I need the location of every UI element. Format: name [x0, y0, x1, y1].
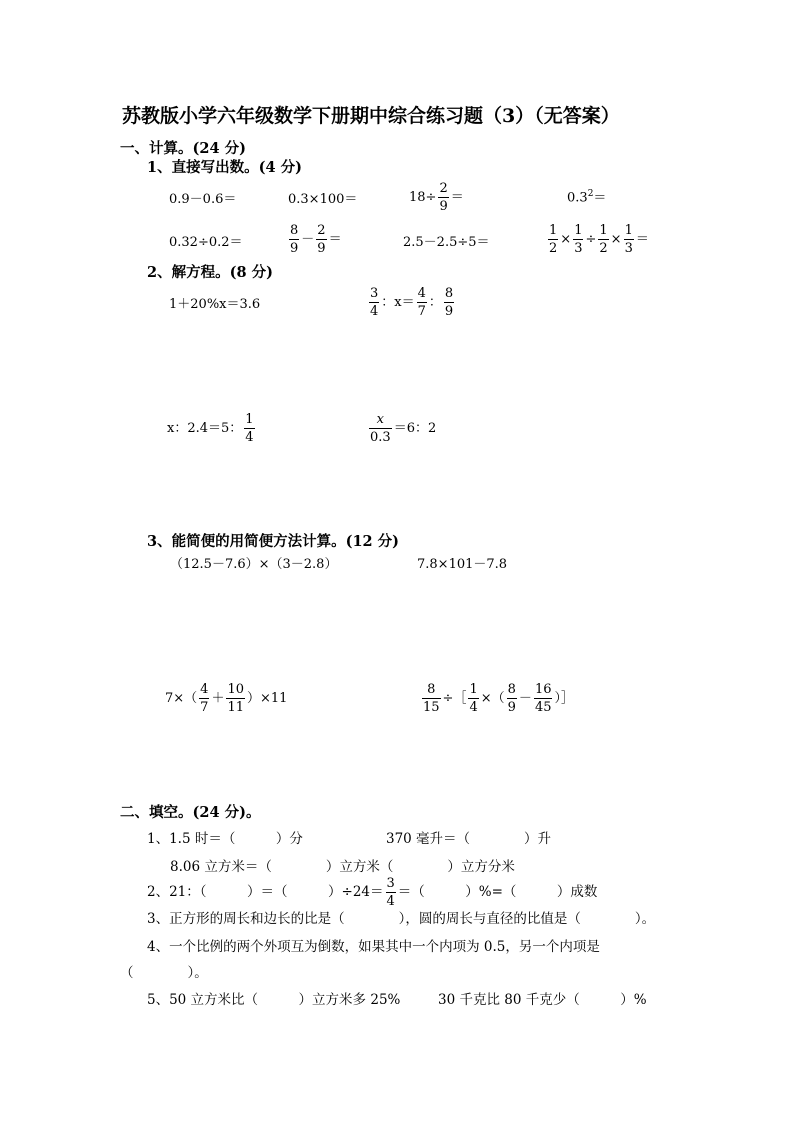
calc-q4: $0.3^2=$: [567, 189, 607, 206]
equation-2: $\frac{3}{4}$ ：x＝ $\frac{4}{7}$ ： $\frac{8}{9}$: [370, 286, 454, 319]
fraction: $\frac{2}{9}$: [439, 181, 448, 214]
fill-1b: 370 毫升＝（ ）升: [386, 831, 552, 847]
fill-4a: 4、一个比例的两个外项互为倒数，如果其中一个内项为 0.5，另一个内项是: [147, 939, 600, 955]
calc-q5: 0.32÷0.2＝: [169, 235, 243, 250]
fill-4b: （ ）。: [120, 965, 208, 981]
calc-q2: 0.3×100＝: [288, 192, 358, 207]
page-title: 苏教版小学六年级数学下册期中综合练习题（3）（无答案）: [122, 105, 620, 127]
simplify-2: 7.8×101－7.8: [417, 557, 508, 572]
part-3-heading: 3、能简便的用简便方法计算。(12 分): [147, 533, 400, 550]
part-2-heading: 2、解方程。(8 分): [147, 264, 273, 281]
simplify-4: $\frac{8}{15}$ ÷［ $\frac{1}{4}$ ×（ $\frac{8}{9}$ － $\frac{16}{45}$ ）］: [423, 682, 574, 715]
fill-3: 3、正方形的周长和边长的比是（ ），圆的周长与直径的比值是（ ）。: [147, 911, 656, 927]
fill-5a: 5、50 立方米比（ ）立方米多 25%: [147, 992, 401, 1008]
calc-q6: $\frac{8}{9}$ － $\frac{2}{9}$ ＝: [290, 223, 342, 256]
calc-q1: 0.9－0.6＝: [169, 192, 237, 207]
simplify-1: （12.5－7.6）×（3－2.8）: [170, 557, 338, 572]
fill-5b: 30 千克比 80 千克少（ ）%: [438, 992, 647, 1008]
fill-1c: 8.06 立方米＝（ ）立方米（ ）立方分米: [170, 859, 515, 875]
part-1-heading: 1、直接写出数。(4 分): [147, 159, 302, 176]
simplify-3: 7×（ $\frac{4}{7}$ ＋ $\frac{10}{11}$ ）×11: [165, 682, 288, 715]
section-1-heading: 一、计算。(24 分): [120, 140, 246, 157]
fill-1a: 1、1.5 时＝（ ）分: [147, 831, 303, 847]
calc-q7: 2.5－2.5÷5＝: [403, 235, 490, 250]
calc-q8: $\frac{1}{2}$ × $\frac{1}{3}$ ÷ $\frac{1}{2}$ × $\frac{1}{3}$ ＝: [549, 223, 649, 256]
equation-3: x：2.4＝5： $\frac{1}{4}$: [167, 412, 254, 445]
equation-4: $\frac{x}{0.3}$ ＝6：2: [370, 412, 437, 445]
equation-1: 1＋20%x＝3.6: [169, 297, 261, 312]
fill-2: 2、21：（ ）＝（ ）÷24＝ $\frac{3}{4}$ ＝（ ）%=（ ）成数: [147, 876, 598, 909]
section-2-heading: 二、填空。(24 分)。: [120, 804, 261, 821]
calc-q3: 18÷ $\frac{2}{9}$ ＝: [409, 181, 464, 214]
